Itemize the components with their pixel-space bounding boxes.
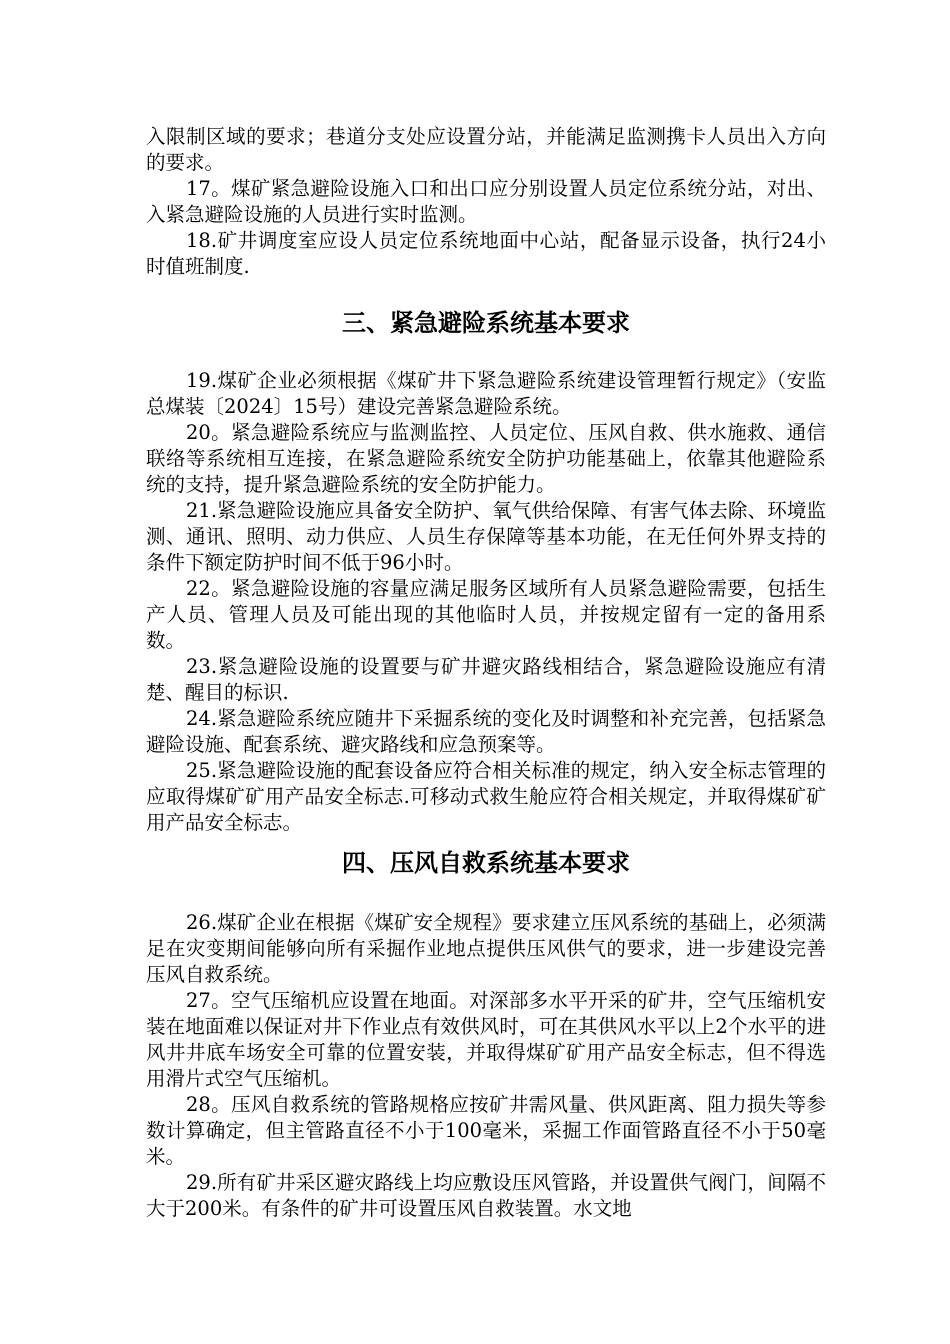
paragraph-28: 28。压风自救系统的管路规格应按矿井需风量、供风距离、阻力损失等参数计算确定，但主管路直径不小于100毫米，采掘工作面管路直径不小于50毫米。 [146,1093,826,1168]
paragraph-17: 17。煤矿紧急避险设施入口和出口应分别设置人员定位系统分站，对出、入紧急避险设施的人员进行实时监测。 [146,177,826,226]
paragraph-29: 29.所有矿井采区避灾路线上均应敷设压风管路，并设置供气阀门，间隔不大于200米。有条件的矿井可设置压风自救装置。水文地 [146,1171,826,1220]
paragraph-25: 25.紧急避险设施的配套设备应符合相关标准的规定，纳入安全标志管理的应取得煤矿矿用产品安全标志.可移动式救生舱应符合相关规定，并取得煤矿矿用产品安全标志。 [146,759,826,834]
paragraph-19: 19.煤矿企业必须根据《煤矿井下紧急避险系统建设管理暂行规定》（安监总煤装〔2024〕15号）建设完善紧急避险系统。 [146,369,826,418]
paragraph-20: 20。紧急避险系统应与监测监控、人员定位、压风自救、供水施救、通信联络等系统相互连接，在紧急避险系统安全防护功能基础上，依靠其他避险系统的支持，提升紧急避险系统的安全防护能力。 [146,421,826,496]
section-heading-4: 四、压风自救系统基本要求 [342,849,630,877]
top-text-block [146,124,826,280]
paragraph-18: 18.矿井调度室应设人员定位系统地面中心站，配备显示设备，执行24小时值班制度. [146,229,826,278]
paragraph-22: 22。紧急避险设施的容量应满足服务区域所有人员紧急避险需要，包括生产人员、管理人员及可能出现的其他临时人员，并按规定留有一定的备用系数。 [146,577,826,652]
section-3-text-block [146,368,826,836]
paragraph-23: 23.紧急避险设施的设置要与矿井避灾路线相结合，紧急避险设施应有清楚、醒目的标识. [146,655,826,704]
section-4-text-block [146,910,826,1222]
paragraph-continuation: 入限制区域的要求；巷道分支处应设置分站，并能满足监测携卡人员出入方向的要求。 [146,125,826,174]
section-heading-3: 三、紧急避险系统基本要求 [342,309,630,337]
paragraph-24: 24.紧急避险系统应随井下采掘系统的变化及时调整和补充完善，包括紧急避险设施、配套系统、避灾路线和应急预案等。 [146,707,826,756]
paragraph-26: 26.煤矿企业在根据《煤矿安全规程》要求建立压风系统的基础上，必须满足在灾变期间能够向所有采掘作业地点提供压风供气的要求，进一步建设完善压风自救系统。 [146,911,826,986]
paragraph-21: 21.紧急避险设施应具备安全防护、氧气供给保障、有害气体去除、环境监测、通讯、照明、动力供应、人员生存保障等基本功能，在无任何外界支持的条件下额定防护时间不低于96小时。 [146,499,826,574]
paragraph-27: 27。空气压缩机应设置在地面。对深部多水平开采的矿井，空气压缩机安装在地面难以保证对井下作业点有效供风时，可在其供风水平以上2个水平的进风井井底车场安全可靠的位置安装，并取得煤矿矿用产品安全标志，但不得选用滑片式空气压缩机。 [146,989,826,1090]
